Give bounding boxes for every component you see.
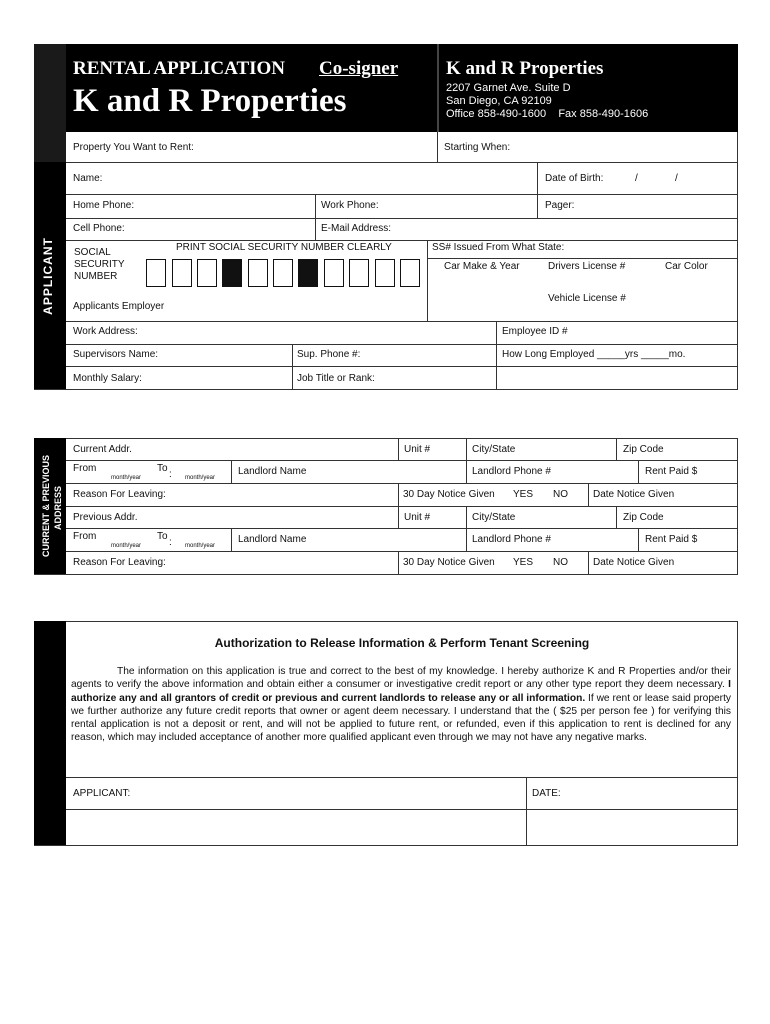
authorization-text-bold: I authorize any and all grantors of credit or previous and current landlords to release any or all information.	[71, 679, 731, 704]
car-color-label: Car Color	[665, 261, 708, 272]
col-line	[466, 506, 467, 551]
col-line	[427, 240, 428, 321]
landlord-name-label: Landlord Name	[238, 466, 307, 477]
row-line	[66, 483, 738, 484]
unit-label: Unit #	[404, 512, 431, 523]
to-colon: :	[169, 469, 172, 480]
applicant-signature-field[interactable]	[67, 810, 525, 844]
yes-label: YES	[513, 557, 534, 568]
ssn-box[interactable]	[172, 259, 192, 287]
to-colon: :	[169, 537, 172, 548]
from-month-year: month/year	[111, 475, 142, 481]
yes-label: YES	[513, 489, 534, 500]
authorization-text: If we rent or lease said property we further authorize any future credit reports that owner or agent deem necessary. I understand that the ( $25 per person fee ) for verifying this rental application is not a deposit or rent, and will not be applied to future rent, or refunded, even if this application to rent is declined for any reason, which may included acceptance of another more qualified applicant even through we may not have any negative marks.	[71, 692, 731, 744]
no-label: NO	[553, 557, 568, 568]
applicant-signature-label: APPLICANT:	[73, 788, 131, 799]
row-line	[66, 366, 738, 367]
row-line	[66, 621, 738, 622]
date-signature-label: DATE:	[532, 788, 561, 799]
ssn-box[interactable]	[324, 259, 344, 287]
ssn-separator	[222, 259, 242, 287]
col-line	[231, 528, 232, 551]
zip-label: Zip Code	[623, 444, 664, 455]
drivers-license-label: Drivers License #	[548, 261, 626, 272]
date-notice-label: Date Notice Given	[593, 557, 675, 568]
col-line	[526, 777, 527, 845]
pager-label: Pager:	[545, 200, 575, 211]
notice-label: 30 Day Notice Given	[403, 489, 495, 500]
row-line	[66, 162, 738, 163]
from-label: From	[73, 531, 97, 542]
dob-label: Date of Birth:	[545, 173, 604, 184]
row-line	[66, 551, 738, 552]
ssn-box[interactable]	[146, 259, 166, 287]
car-make-label: Car Make & Year	[444, 261, 520, 272]
company-address-1: 2207 Garnet Ave. Suite D	[446, 82, 571, 94]
company-address-2: San Diego, CA 92109	[446, 95, 552, 107]
company-phone: Office 858-490-1600 Fax 858-490-1606	[446, 108, 649, 120]
ssn-box[interactable]	[375, 259, 395, 287]
how-long-label: How Long Employed _____yrs _____mo.	[502, 349, 686, 360]
work-address-label: Work Address:	[73, 326, 138, 337]
monthly-salary-label: Monthly Salary:	[73, 373, 142, 384]
landlord-name-label: Landlord Name	[238, 534, 307, 545]
authorization-text: The information on this application is true and correct to the best of my knowledge. I hereby authorize K and R Properties and/or their agents to verify the above information and obtain either a consumer or investigative credit report or any other type report they deem necessary.	[71, 666, 731, 691]
address-side-label-2: ADDRESS	[53, 486, 63, 531]
home-phone-label: Home Phone:	[73, 200, 135, 211]
col-line	[466, 438, 467, 484]
col-line	[437, 132, 438, 162]
company-name-large: K and R Properties	[73, 83, 347, 119]
ssn-separator	[298, 259, 318, 287]
work-phone-label: Work Phone:	[321, 200, 379, 211]
city-state-label: City/State	[472, 444, 516, 455]
reason-label: Reason For Leaving:	[73, 489, 166, 500]
sup-phone-label: Sup. Phone #:	[297, 349, 361, 360]
row-line	[34, 845, 738, 846]
row-line	[66, 438, 738, 439]
dob-slash: /	[635, 173, 638, 184]
col-line	[292, 344, 293, 389]
employee-id-label: Employee ID #	[502, 326, 568, 337]
authorization-title: Authorization to Release Information & Perform Tenant Screening	[214, 636, 590, 650]
job-title-label: Job Title or Rank:	[297, 373, 375, 384]
reason-label: Reason For Leaving:	[73, 557, 166, 568]
ssn-box[interactable]	[349, 259, 369, 287]
date-signature-field[interactable]	[528, 810, 736, 844]
form-subtitle: Co-signer	[319, 58, 399, 79]
to-month-year: month/year	[185, 543, 216, 549]
dob-slash: /	[675, 173, 678, 184]
applicant-right-border	[737, 132, 738, 390]
row-line	[34, 574, 738, 575]
col-line	[616, 506, 617, 528]
row-line	[66, 344, 738, 345]
col-line	[315, 194, 316, 240]
row-line	[34, 389, 738, 390]
col-line	[398, 483, 399, 506]
landlord-phone-label: Landlord Phone #	[472, 534, 551, 545]
print-ssn-label: PRINT SOCIAL SECURITY NUMBER CLEARLY	[176, 242, 392, 253]
name-label: Name:	[73, 173, 103, 184]
current-addr-label: Current Addr.	[73, 444, 132, 455]
col-line	[616, 438, 617, 460]
landlord-phone-label: Landlord Phone #	[472, 466, 551, 477]
row-line	[66, 218, 738, 219]
col-line	[398, 506, 399, 528]
previous-addr-label: Previous Addr.	[73, 512, 138, 523]
supervisor-label: Supervisors Name:	[73, 349, 159, 360]
property-label: Property You Want to Rent:	[73, 142, 194, 153]
applicant-side-label: APPLICANT	[41, 237, 55, 315]
col-line	[398, 551, 399, 574]
col-line	[638, 528, 639, 551]
to-label: To	[157, 463, 168, 474]
vehicle-license-label: Vehicle License #	[548, 293, 626, 304]
zip-label: Zip Code	[623, 512, 664, 523]
col-line	[588, 483, 589, 506]
starting-when-label: Starting When:	[444, 142, 511, 153]
col-line	[231, 460, 232, 483]
row-line	[66, 321, 738, 322]
ssn-box[interactable]	[197, 259, 217, 287]
employer-label: Applicants Employer	[73, 301, 165, 312]
applicant-side-bar-shade	[34, 132, 66, 162]
address-right-border	[737, 438, 738, 575]
row-line	[66, 194, 738, 195]
col-line	[398, 438, 399, 460]
form-title: RENTAL APPLICATION	[73, 58, 286, 79]
ss-issued-label: SS# Issued From What State:	[432, 242, 565, 253]
ssn-box[interactable]	[248, 259, 268, 287]
authorization-right-border	[737, 621, 738, 846]
authorization-paragraph	[71, 665, 731, 745]
security-label: SECURITY	[74, 259, 125, 270]
ssn-box[interactable]	[400, 259, 420, 287]
rent-paid-label: Rent Paid $	[645, 466, 698, 477]
city-state-label: City/State	[472, 512, 516, 523]
no-label: NO	[553, 489, 568, 500]
number-label: NUMBER	[74, 271, 118, 282]
unit-label: Unit #	[404, 444, 431, 455]
company-name-right: K and R Properties	[446, 58, 604, 79]
address-side-label-1: CURRENT & PREVIOUS	[41, 455, 51, 558]
row-line	[66, 240, 738, 241]
cell-phone-label: Cell Phone:	[73, 223, 125, 234]
row-line	[66, 777, 738, 778]
email-label: E-Mail Address:	[321, 223, 392, 234]
row-line	[66, 506, 738, 507]
from-month-year: month/year	[111, 543, 142, 549]
header-divider	[437, 44, 439, 132]
from-label: From	[73, 463, 97, 474]
col-line	[588, 551, 589, 574]
col-line	[537, 162, 538, 218]
ssn-box[interactable]	[273, 259, 293, 287]
rent-paid-label: Rent Paid $	[645, 534, 698, 545]
col-line	[638, 460, 639, 483]
header-left-shade	[34, 44, 66, 132]
social-label: SOCIAL	[74, 247, 111, 258]
row-line	[427, 258, 738, 259]
to-label: To	[157, 531, 168, 542]
notice-label: 30 Day Notice Given	[403, 557, 495, 568]
to-month-year: month/year	[185, 475, 216, 481]
authorization-side-bar	[34, 621, 66, 846]
date-notice-label: Date Notice Given	[593, 489, 675, 500]
col-line	[496, 321, 497, 389]
